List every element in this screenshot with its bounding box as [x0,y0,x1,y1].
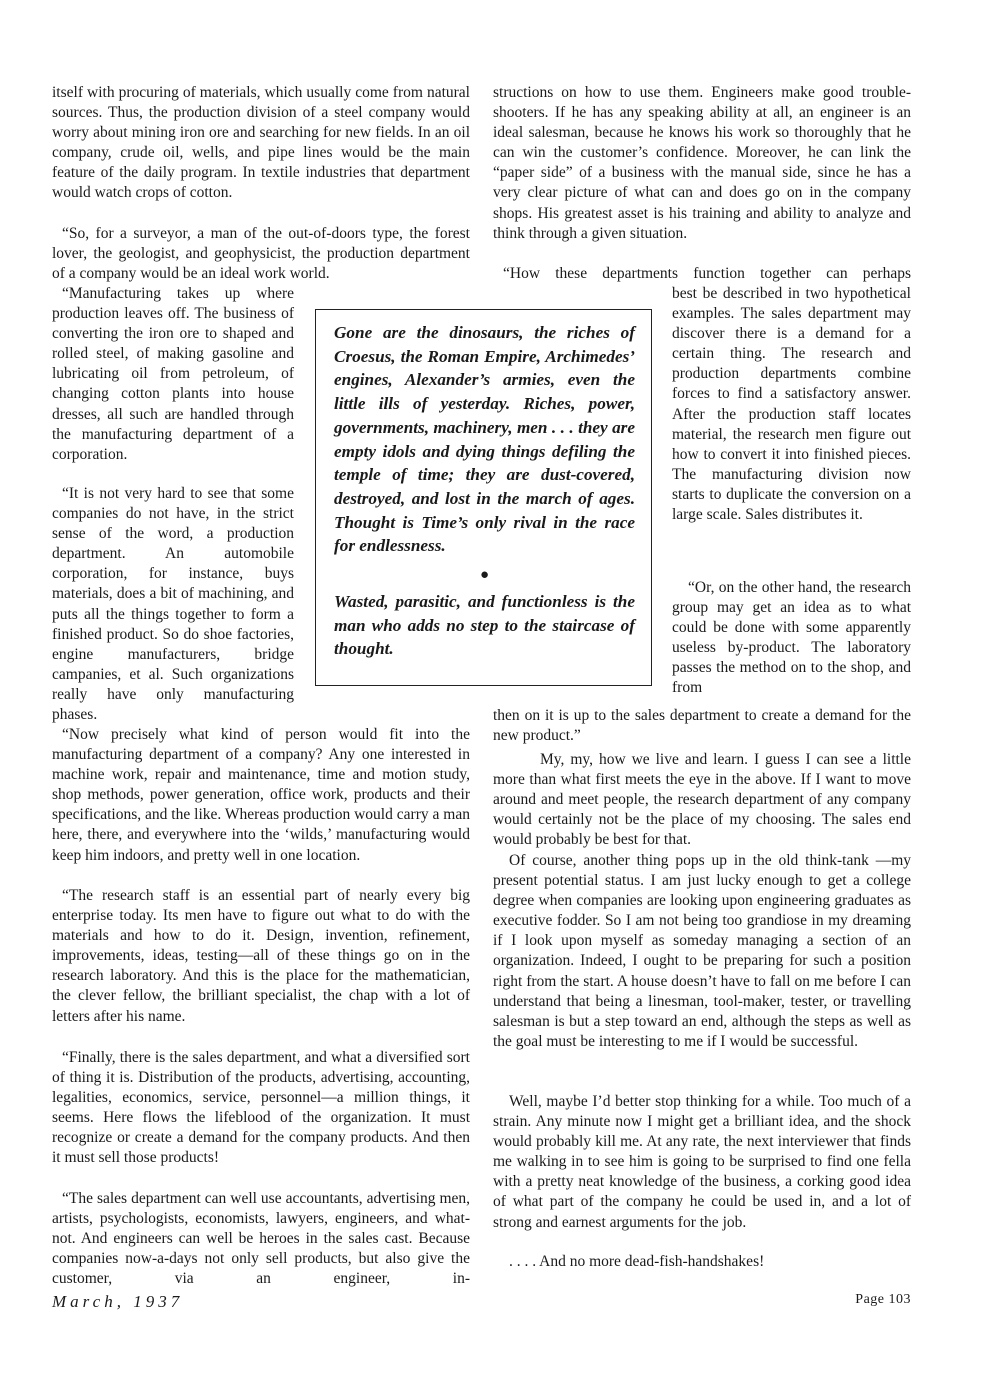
left-paragraph-3: “Manufacturing takes up where production leaves off. The business of converting the iron ore to shaped and rolled steel, of making gasoline and lubricating oil from petroleum, of changing cotton plants into house dresses, all such are handled through the manufacturing department of a corporation. [52,285,294,463]
pull-quote-text-1: Gone are the dinosaurs, the riches of Croesus, the Roman Empire, Archimedes’ engines, Alexander’s armies, even the little ills of yesterday. Riches, power, governments, machinery, men . . . they are empty idols and dying things defiling the temple of time; they are dust-covered, destroyed, and lost in the march of ages. Thought is Time’s only rival in the race for endlessness. [334,323,635,556]
footer-page-number: Page 103 [855,1292,911,1307]
right-paragraph-4: My, my, how we live and learn. I guess I can see a little more than what first meets the eye in the above. If I want to move around and meet people, the research department of any company would certainly not be the place of my choosing. The sales end would probably be best for that. [493,751,911,849]
pull-quote-separator: ● [479,567,490,584]
right-paragraph-2-head: “How these departments function together can perhaps [503,265,911,282]
right-paragraph-7: . . . . And no more dead-fish-handshakes! [509,1253,765,1270]
left-paragraph-5: “Now precisely what kind of person would fit into the manufacturing department of a company? Any one interested in machine work, repair and maintenance, time and motion study, shop methods, power generation, office work, products and their specifications, and the like. Whereas production would carry a man here, there, and everywhere into the ‘wilds,’ manufacturing would keep him indoors, and pretty well in one location. [52,726,470,864]
right-paragraph-5: Of course, another thing pops up in the old think-tank —my present potential status. I am just lucky enough to get a college degree when companies are looking upon engineering graduates as executive fodder. So I am not being too grandiose in my dreaming if I look upon myself as someday managing a section of an organization. Indeed, I ought to be preparing for such a position right from the start. A house doesn’t have to fall on me before I can understand that being a linesman, tool-maker, tester, or travelling salesman is but a step toward an end, although the steps as well as the goal must be interesting to me if I would be successful. [493,852,911,1050]
right-paragraph-1: structions on how to use them. Engineers make good trouble-shooters. If he has any speaking ability at all, an engineer is an ideal salesman, because he knows his work so thoroughly that he can win the customer’s confidence. Moreover, he can link the “paper side” of a business with the manual side, since he has a very clear picture of what can and does go on in the company shops. His greatest asset is his training and ability to analyze and think through a given situation. [493,84,911,242]
left-paragraph-8: “The sales department can well use accountants, advertising men, artists, psychologists, economists, lawyers, engineers, and what-not. And engineers can well be heroes in the sales cast. Because companies now-a-days not only sell products, but also give the customer, via an engineer, in- [52,1190,470,1288]
left-paragraph-7: “Finally, there is the sales department, and what a diversified sort of thing it is. Distribution of the products, advertising, accounting, legalities, economics, service, personnel—a million things, it seems. Here flows the lifeblood of the organization. It must recognize or create a demand for the company products. And then it must sell those products! [52,1049,470,1167]
left-paragraph-1: itself with procuring of materials, which usually come from natural sources. Thus, the production division of a steel company would worry about mining iron ore and searching for new fields. In an oil company, crude oil, wells, and pipe lines would be the main feature of the daily program. In textile industries that department would watch crops of cotton. [52,84,470,202]
left-paragraph-2: “So, for a surveyor, a man of the out-of-doors type, the forest lover, the geologist, and geophysicist, the production department of a company would be an ideal work world. [52,225,470,283]
pull-quote-box [315,309,652,686]
left-paragraph-6: “The research staff is an essential part of nearly every big enterprise today. Its men have to figure out what to do with the materials and how to do it. Design, invention, refinement, improvements, ideas, testing—all of these things go on in the research laboratory. And this is the place for the mathematician, the clever fellow, the brilliant specialist, the chap with a lot of letters after his name. [52,887,470,1025]
footer-date: March, 1937 [52,1292,184,1311]
pull-quote-text-2: Wasted, parasitic, and functionless is the man who adds no step to the staircase of thought. [334,592,635,659]
right-paragraph-6: Well, maybe I’d better stop thinking for a while. Too much of a strain. Any minute now I might get a brilliant idea, and the shock would probably kill me. At any rate, the next interviewer that finds me walking in to see him is going to be surprised to find one fella with a pretty neat knowledge of the business, a corking good idea of what part of the company he could be used in, and a lot of strong and earnest arguments for the job. [493,1093,911,1231]
right-paragraph-2-rest: best be described in two hypothetical examples. The sales department may discover there is a demand for a certain thing. The research and production departments combine forces to find a satisfactory answer. After the production staff locates material, the research men figure out how to convert it into finished pieces. The manufacturing division now starts to duplicate the conversion on a large scale. Sales distributes it. [672,285,911,524]
right-paragraph-3-wide: then on it is up to the sales department to create a demand for the new product.” [493,707,911,745]
left-paragraph-4: “It is not very hard to see that some companies do not have, in the strict sense of the word, a production department. An automobile corporation, for instance, buys materials, does a bit of machining, and puts all the things together to form a finished product. So do shoe factories, engine manufacturers, bridge campanies, et al. Such organizations really have only manufacturing phases. [52,485,294,724]
right-paragraph-3-narrow: “Or, on the other hand, the research group may get an idea as to what could be done with some apparently useless by-product. The laboratory passes the method on to the shop, and from [672,579,911,697]
